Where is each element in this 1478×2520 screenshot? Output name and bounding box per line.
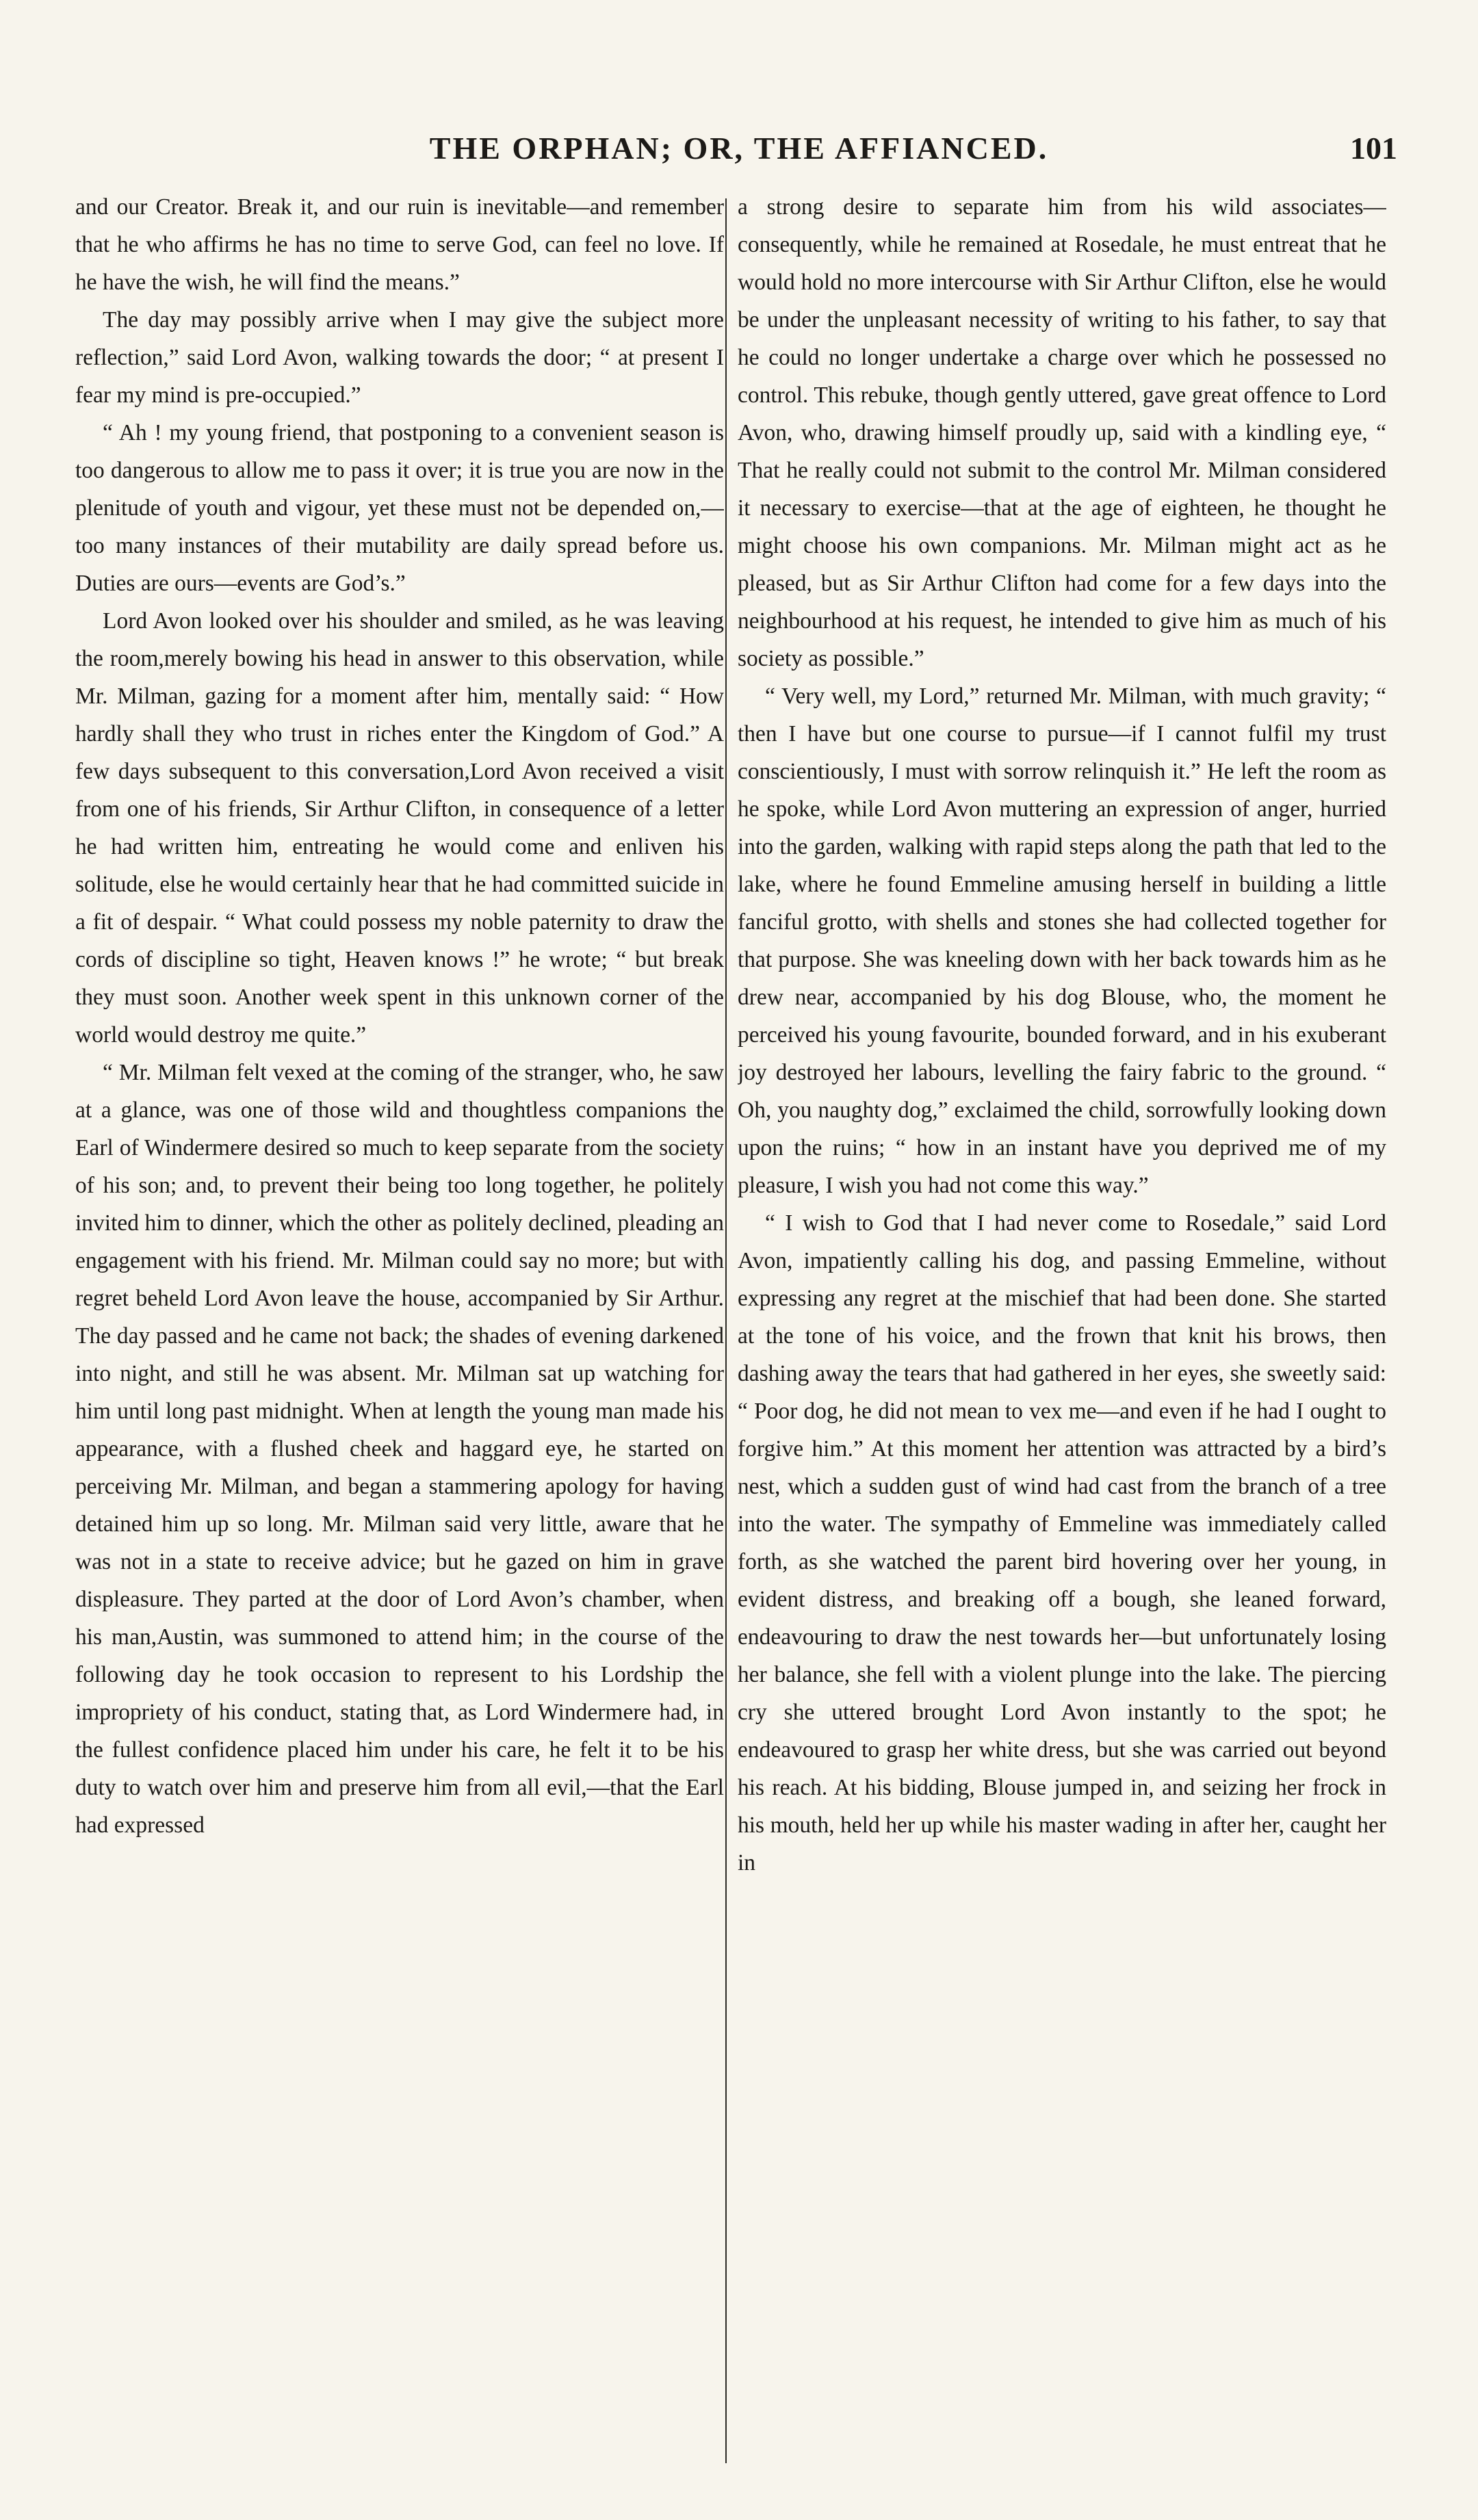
page-number: 101 bbox=[1350, 131, 1397, 166]
paragraph: “ I wish to God that I had never come to Rosedale,” said Lord Avon, impatiently calling his dog, and passing Emmeline, without expressing any regret at the mischief that had been done. She started at the tone of his voice, and the frown that knit his brows, then dashing away the tears that had gathered in her eyes, she sweetly said: “ Poor dog, he did not mean to vex me—and even if he had I ought to forgive him.” At this moment her attention was attracted by a bird’s nest, which a sudden gust of wind had cast from the branch of a tree into the water. The sympathy of Emmeline was immediately called forth, as she watched the parent bird hovering over her young, in evident distress, and breaking off a bough, she leaned forward, endeavouring to draw the nest towards her—but unfortunately losing her balance, she fell with a violent plunge into the lake. The piercing cry she uttered brought Lord Avon instantly to the spot; he endeavoured to grasp her white dress, but she was carried out beyond his reach. At his bidding, Blouse jumped in, and seizing her frock in his mouth, held her up while his master wading in after her, caught her in bbox=[738, 1210, 1386, 1875]
paragraph: a strong desire to separate him from his wild associates—consequently, while he remained at Rosedale, he must entreat that he would hold no more intercourse with Sir Arthur Clifton, else he would be under the unpleasant necessity of writing to his father, to say that he could no longer undertake a charge over which he possessed no control. This rebuke, though gently uttered, gave great offence to Lord Avon, who, drawing himself proudly up, said with a kindling eye, “ That he really could not submit to the control Mr. Milman considered it necessary to exercise—that at the age of eighteen, he thought he might choose his own companions. Mr. Milman might act as he pleased, but as Sir Arthur Clifton had come for a few days into the neighbourhood at his request, he intended to give him as much of his society as possible.” bbox=[738, 194, 1386, 671]
paragraph: and our Creator. Break it, and our ruin is inevitable—and remember that he who affirms he has no time to serve God, can feel no love. If he have the wish, he will find the means.” bbox=[75, 194, 724, 295]
paragraph: “ Very well, my Lord,” returned Mr. Milman, with much gravity; “ then I have but one course to pursue—if I cannot fulfil my trust conscientiously, I must with sorrow relinquish it.” He left the room as he spoke, while Lord Avon muttering an expression of anger, hurried into the garden, walking with rapid steps along the path that led to the lake, where he found Emmeline amusing herself in building a little fanciful grotto, with shells and stones she had collected together for that purpose. She was kneeling down with her back towards him as he drew near, accompanied by his dog Blouse, who, the moment he perceived his young favourite, bounded forward, and in his exuberant joy destroyed her labours, levelling the fairy fabric to the ground. “ Oh, you naughty dog,” exclaimed the child, sorrowfully looking down upon the ruins; “ how in an instant have you deprived me of my pleasure, I wish you had not come this way.” bbox=[738, 684, 1386, 1198]
right-column bbox=[738, 188, 1386, 2467]
left-column bbox=[75, 188, 724, 2467]
running-title: THE ORPHAN; OR, THE AFFIANCED. bbox=[429, 131, 1049, 166]
paragraph: The day may possibly arrive when I may give the subject more reflection,” said Lord Avon, walking towards the door; “ at present I fear my mind is pre-occupied.” bbox=[75, 307, 724, 408]
paragraph: “ Ah ! my young friend, that postponing to a convenient season is too dangerous to allow me to pass it over; it is true you are now in the plenitude of youth and vigour, yet these must not be depended on,—too many instances of their mutability are daily spread before us. Duties are ours—events are God’s.” bbox=[75, 420, 724, 596]
paragraph: Lord Avon looked over his shoulder and smiled, as he was leaving the room,merely bowing his head in answer to this observation, while Mr. Milman, gazing for a moment after him, mentally said: “ How hardly shall they who trust in riches enter the Kingdom of God.” A few days subsequent to this conversation,Lord Avon received a visit from one of his friends, Sir Arthur Clifton, in consequence of a letter he had written him, entreating he would come and enliven his solitude, else he would certainly hear that he had committed suicide in a fit of despair. “ What could possess my noble paternity to draw the cords of discipline so tight, Heaven knows !” he wrote; “ but break they must soon. Another week spent in this unknown corner of the world would destroy me quite.” bbox=[75, 608, 724, 1048]
page-header bbox=[75, 130, 1403, 178]
paragraph: “ Mr. Milman felt vexed at the coming of the stranger, who, he saw at a glance, was one of those wild and thoughtless companions the Earl of Windermere desired so much to keep separate from the society of his son; and, to prevent their being too long together, he politely invited him to dinner, which the other as politely declined, pleading an engagement with his friend. Mr. Milman could say no more; but with regret beheld Lord Avon leave the house, accompanied by Sir Arthur. The day passed and he came not back; the shades of evening darkened into night, and still he was absent. Mr. Milman sat up watching for him until long past midnight. When at length the young man made his appearance, with a flushed cheek and haggard eye, he started on perceiving Mr. Milman, and began a stammering apology for having detained him up so long. Mr. Milman said very little, aware that he was not in a state to receive advice; but he gazed on him in grave displeasure. They parted at the door of Lord Avon’s chamber, when his man,Austin, was summoned to attend him; in the course of the following day he took occasion to represent to his Lordship the impropriety of his conduct, stating that, as Lord Windermere had, in the fullest confidence placed him under his care, he felt it to be his duty to watch over him and preserve him from all evil,—that the Earl had expressed bbox=[75, 1060, 724, 1838]
column-divider bbox=[725, 198, 727, 2463]
